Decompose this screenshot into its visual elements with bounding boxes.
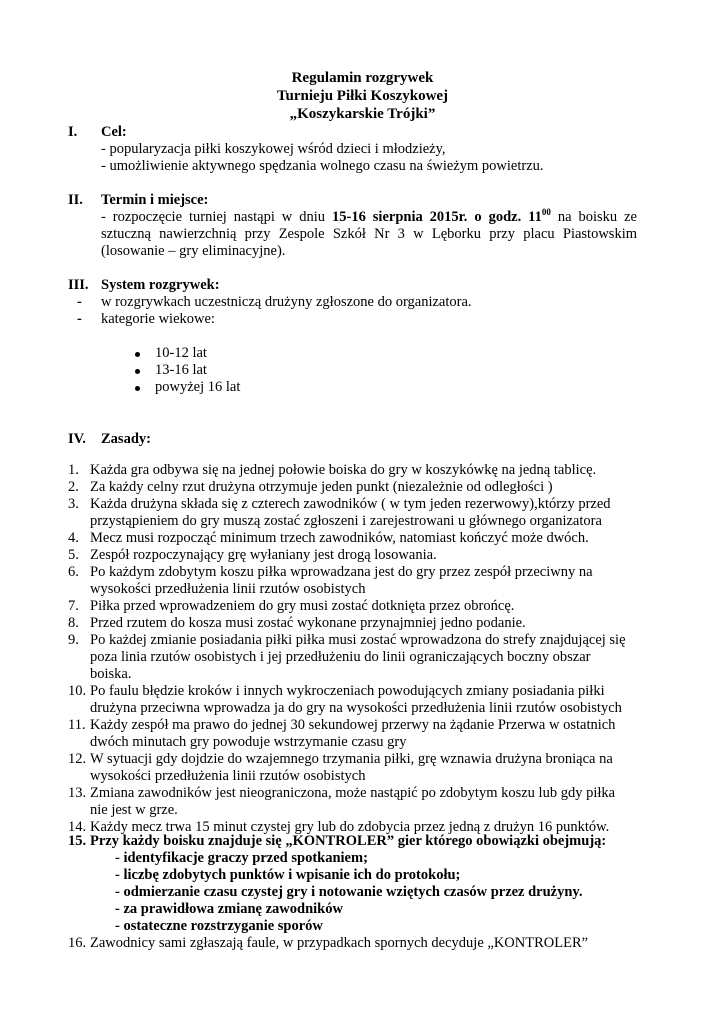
rule-text-line: nie jest w grze. [90,802,178,818]
rule-number: 11. [68,717,86,733]
rule-text-line: poza linia rzutów osobistych i jej przedłużeniu do linii ograniczających boczny obszar [90,649,591,665]
title-line-2: Turnieju Piłki Koszykowej [276,88,449,104]
rule-text-line: boiska. [90,666,132,682]
section-3-number: III. [68,277,89,293]
rule-number: 7. [68,598,79,614]
rule-16-number: 16. [68,935,87,951]
section-2-line-3: (losowanie – gry eliminacyjne). [101,243,286,259]
rule-text-line: Zmiana zawodników jest nieograniczona, może nastąpić po zdobytym koszu lub gdy piłka [90,785,616,801]
kontroler-duty: - ostateczne rozstrzyganie sporów [115,918,323,934]
rule-text-line: Mecz musi rozpocząć minimum trzech zawodników, natomiast kończyć może dwóch. [90,530,589,546]
section-1-heading: Cel: [101,124,127,140]
rule-text-line: Za każdy celny rzut drużyna otrzymuje jeden punkt (niezależnie od odległości ) [90,479,553,495]
title-line-3: „Koszykarskie Trójki” [289,106,436,122]
section-4-heading: Zasady: [101,431,151,447]
rule-16-text: Zawodnicy sami zgłaszają faule, w przypadkach spornych decyduje „KONTROLER” [90,935,589,951]
rule-number: 2. [68,479,79,495]
section-2-text: - rozpoczęcie turniej nastąpi w dniu [101,209,332,225]
section-3-item: kategorie wiekowe: [101,311,215,327]
age-category: powyżej 16 lat [155,379,241,395]
rule-text-line: Przed rzutem do kosza musi zostać wykonane przynajmniej jedno podanie. [90,615,526,631]
rule-text-line: Po każdym zdobytym koszu piłka wprowadzana jest do gry przez zespół przeciwny na [90,564,593,580]
event-date: 15-16 sierpnia 2015r. o godz. 11 [331,209,542,225]
section-2-line-2: sztuczną nawierzchnią przy Zespole Szkół Nr 3 w Lęborku przy placu Piastowskim [101,226,637,242]
rule-number: 12. [68,751,87,767]
rule-15-text: Przy każdy boisku znajduje się „KONTROLER” gier którego obowiązki obejmują: [90,833,607,849]
age-category: 10-12 lat [155,345,207,361]
section-2-number: II. [68,192,83,208]
section-3-heading: System rozgrywek: [101,277,220,293]
dash-bullet: - [77,294,82,310]
rule-text-line: Każda drużyna składa się z czterech zawodników ( w tym jeden rezerwowy),którzy przed [90,496,611,512]
rule-number: 10. [68,683,87,699]
section-1-item: - umożliwienie aktywnego spędzania wolnego czasu na świeżym powietrzu. [101,158,544,174]
rule-text-line: Każda gra odbywa się na jednej połowie boiska do gry w koszykówkę na jedną tablicę. [90,462,597,478]
section-1-number: I. [68,124,78,140]
bullet-icon [135,352,140,357]
bullet-icon [135,386,140,391]
rule-text-line: Każdy zespół ma prawo do jednej 30 sekundowej przerwy na żądanie Przerwa w ostatnich [90,717,616,733]
section-2-heading: Termin i miejsce: [101,192,209,208]
section-2-line-1 [101,209,637,226]
section-3-item: w rozgrywkach uczestniczą drużyny zgłoszone do organizatora. [101,294,472,310]
rule-text-line: Po każdej zmianie posiadania piłki piłka musi zostać wprowadzona do strefy znajdującej się [90,632,626,648]
rule-text-line: przystąpieniem do gry muszą zostać zgłoszeni i zarejestrowani u głównego organizatora [90,513,602,529]
rule-number: 3. [68,496,79,512]
rule-text-line: Po faulu błędzie kroków i innych wykroczeniach powodujących zmiany posiadania piłki [90,683,605,699]
rule-number: 14. [68,819,87,835]
event-time-minutes: 00 [541,207,551,217]
rule-text-line: Każdy mecz trwa 15 minut czystej gry lub do zdobycia przez jedną z drużyn 16 punktów. [90,819,610,835]
rule-text-line: wysokości przedłużenia linii rzutów osobistych [90,768,366,784]
rule-text-line: Zespół rozpoczynający grę wyłaniany jest drogą losowania. [90,547,437,563]
rule-number: 6. [68,564,79,580]
rule-number: 4. [68,530,79,546]
title-line-1: Regulamin rozgrywek [291,70,434,86]
rule-number: 8. [68,615,79,631]
rule-text-line: dwóch minutach gry powoduje wstrzymanie czasu gry [90,734,407,750]
rule-text-line: Piłka przed wprowadzeniem do gry musi zostać dotknięta przez obrońcę. [90,598,515,614]
kontroler-duty: - odmierzanie czasu czystej gry i notowanie wziętych czasów przez drużyny. [115,884,583,900]
section-1-item: - popularyzacja piłki koszykowej wśród dzieci i młodzieży, [101,141,446,157]
section-4-number: IV. [68,431,86,447]
age-category: 13-16 lat [155,362,207,378]
kontroler-duty: - identyfikacje graczy przed spotkaniem; [115,850,368,866]
rule-number: 9. [68,632,79,648]
section-2-text: na boisku ze [550,209,637,225]
kontroler-duty: - liczbę zdobytych punktów i wpisanie ich do protokołu; [115,867,461,883]
rule-15-number: 15. [68,833,87,849]
rule-text-line: drużyna przeciwna wprowadza ja do gry na wysokości przedłużenia linii rzutów osobistych [90,700,622,716]
rule-number: 13. [68,785,87,801]
rule-text-line: wysokości przedłużenia linii rzutów osobistych [90,581,366,597]
rule-number: 5. [68,547,79,563]
bullet-icon [135,369,140,374]
kontroler-duty: - za prawidłowa zmianę zawodników [115,901,343,917]
dash-bullet: - [77,311,82,327]
rule-number: 1. [68,462,79,478]
rule-text-line: W sytuacji gdy dojdzie do wzajemnego trzymania piłki, grę wznawia drużyna broniąca na [90,751,613,767]
